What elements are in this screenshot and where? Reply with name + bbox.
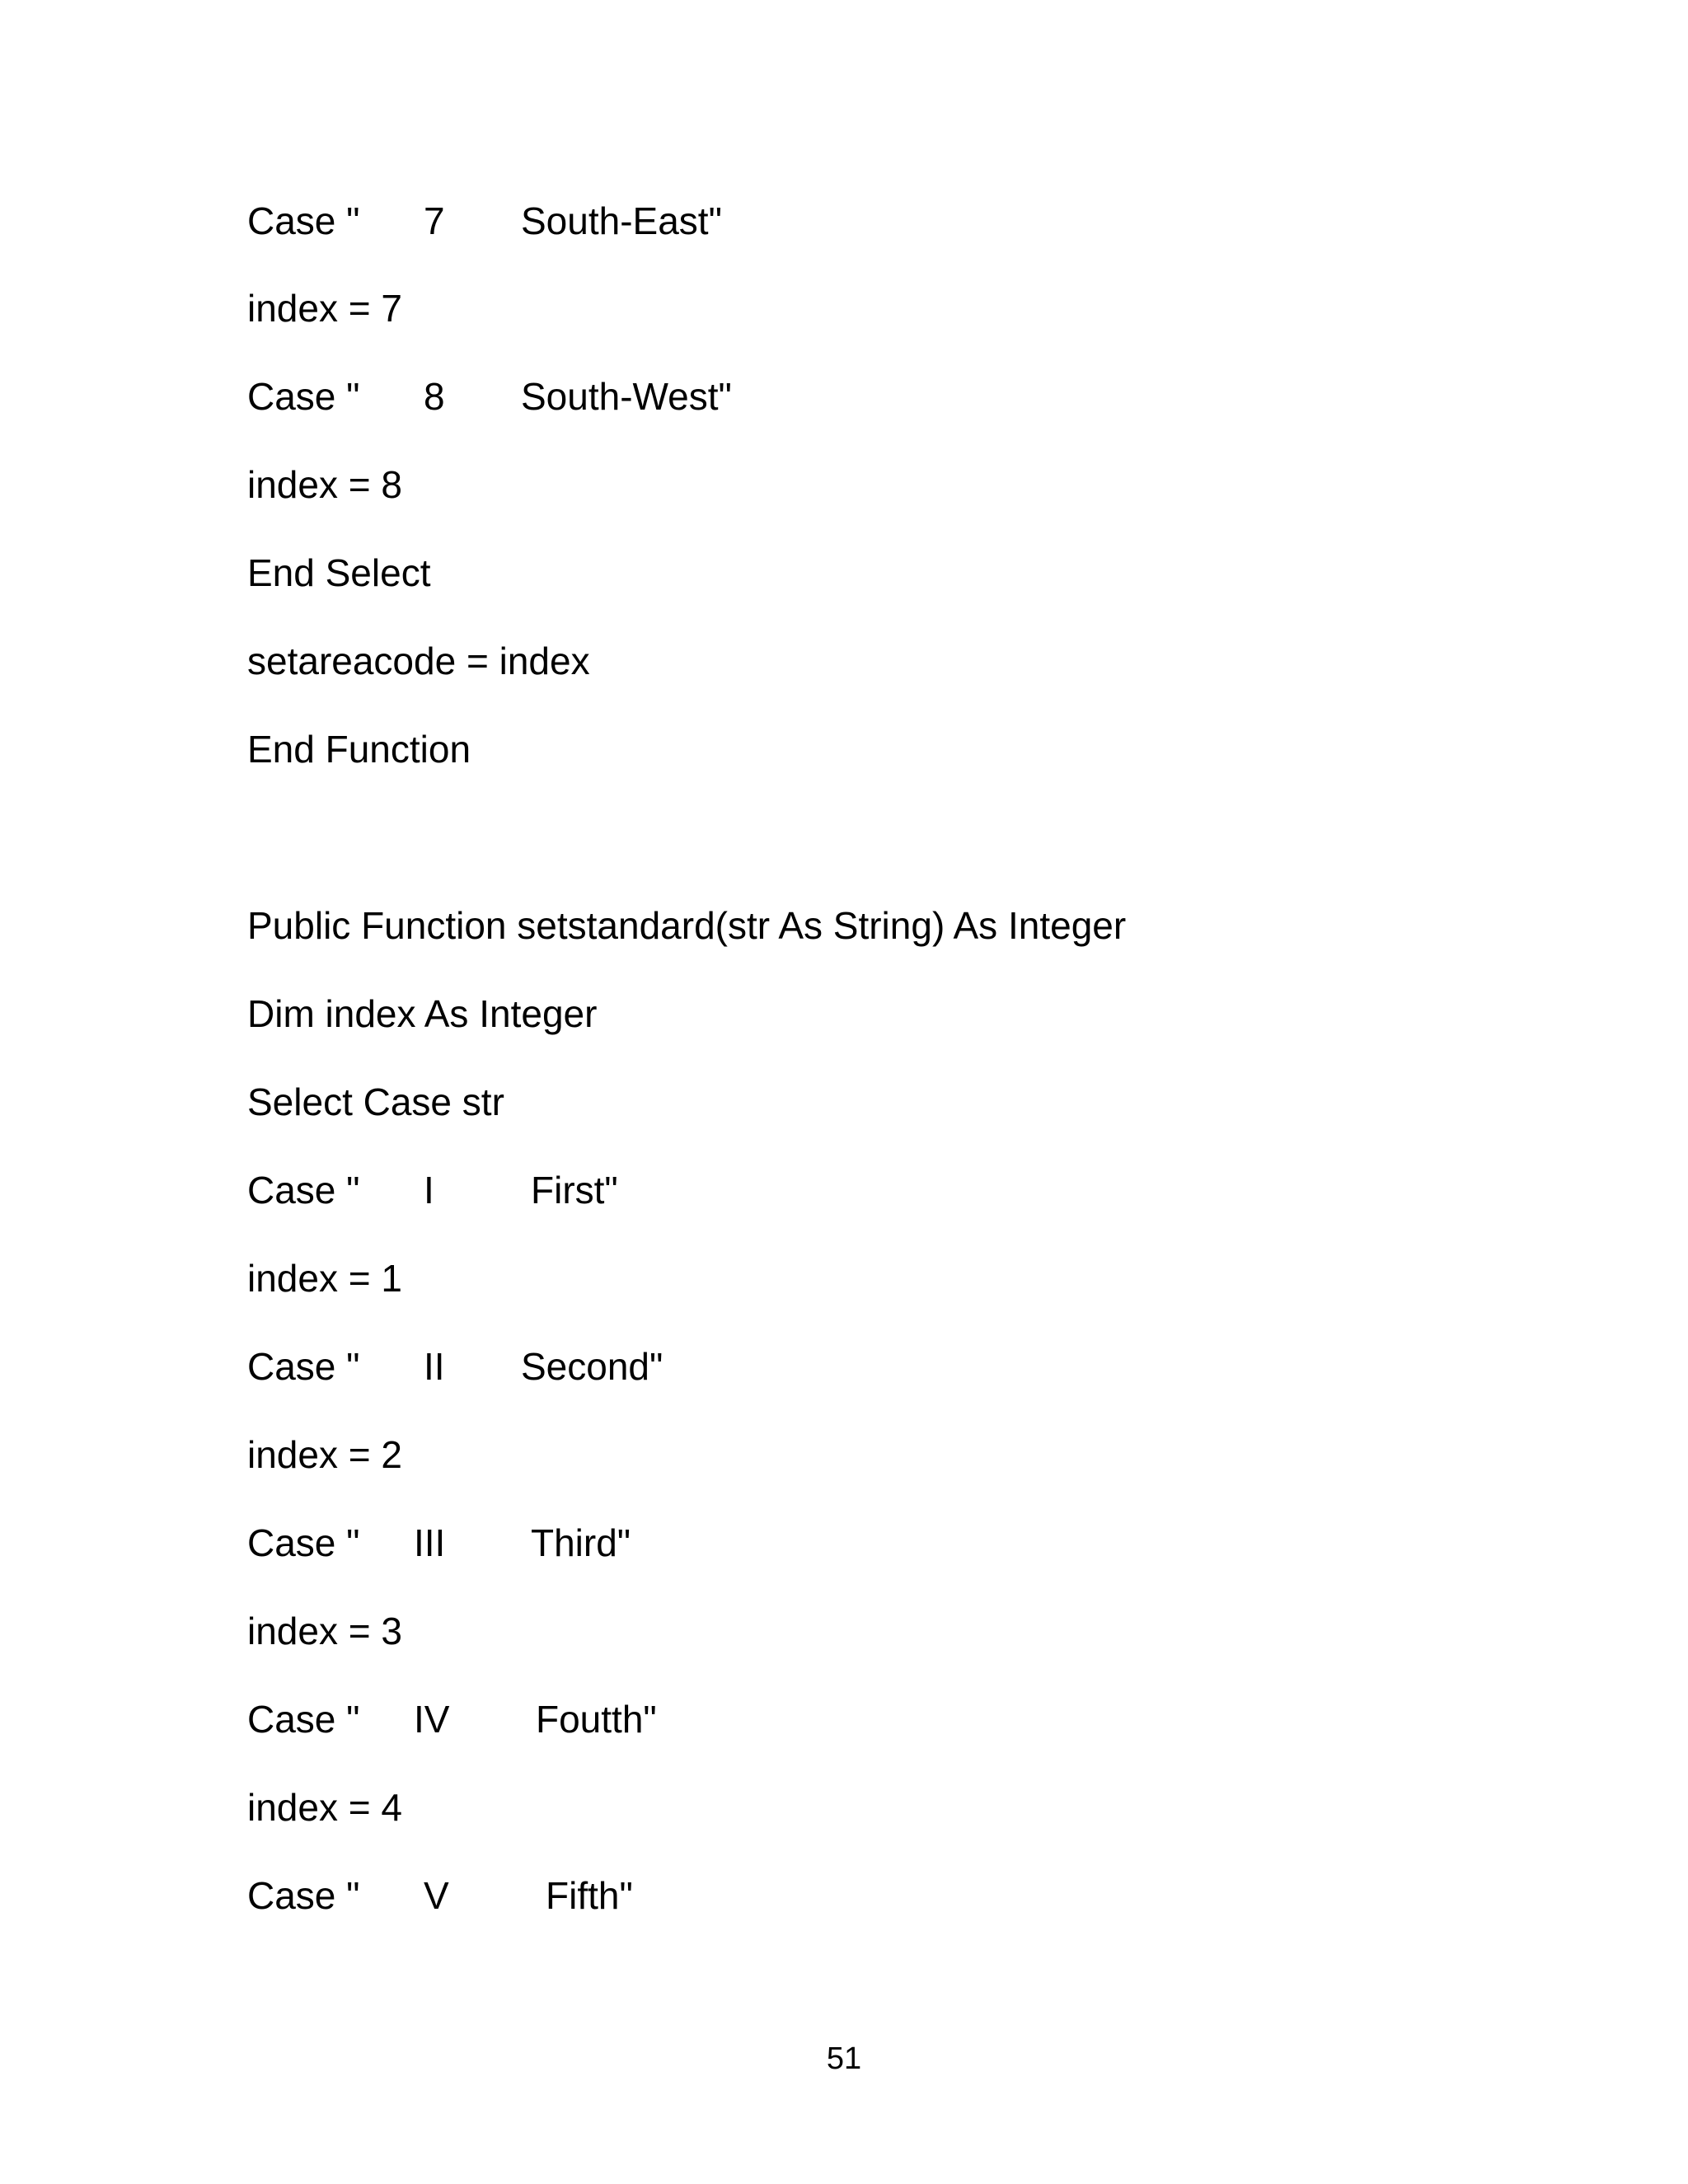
- code-line: index = 4: [247, 1786, 402, 1829]
- code-line: setareacode = index: [247, 640, 590, 682]
- code-line: End Select: [247, 551, 431, 594]
- code-line: Dim index As Integer: [247, 992, 598, 1035]
- page-number: 51: [826, 2041, 862, 2076]
- case-value: Foutth": [536, 1698, 657, 1741]
- case-key: 7: [424, 199, 445, 242]
- code-line-function-signature: Public Function setstandard(str As String) As Integer: [247, 904, 1127, 947]
- case-keyword: Case ": [247, 1345, 360, 1388]
- case-key: 8: [424, 375, 445, 418]
- case-value: South-West": [521, 375, 732, 418]
- code-line: Select Case str: [247, 1080, 504, 1123]
- case-value: Third": [531, 1521, 631, 1564]
- code-line: End Function: [247, 728, 471, 771]
- case-value: First": [531, 1169, 618, 1212]
- case-key: II: [424, 1345, 445, 1388]
- code-line: index = 3: [247, 1610, 402, 1652]
- case-key: IV: [414, 1698, 450, 1741]
- case-key: I: [424, 1169, 434, 1212]
- code-line: index = 1: [247, 1257, 402, 1300]
- case-keyword: Case ": [247, 199, 360, 242]
- case-key: III: [414, 1521, 446, 1564]
- case-keyword: Case ": [247, 1698, 360, 1741]
- code-line: index = 7: [247, 287, 402, 330]
- case-keyword: Case ": [247, 1521, 360, 1564]
- case-keyword: Case ": [247, 1169, 360, 1212]
- case-value: Fifth": [546, 1874, 633, 1917]
- case-value: South-East": [521, 199, 722, 242]
- case-keyword: Case ": [247, 1874, 360, 1917]
- code-line: index = 2: [247, 1433, 402, 1476]
- code-line: index = 8: [247, 463, 402, 506]
- case-key: V: [424, 1874, 449, 1917]
- case-keyword: Case ": [247, 375, 360, 418]
- case-value: Second": [521, 1345, 663, 1388]
